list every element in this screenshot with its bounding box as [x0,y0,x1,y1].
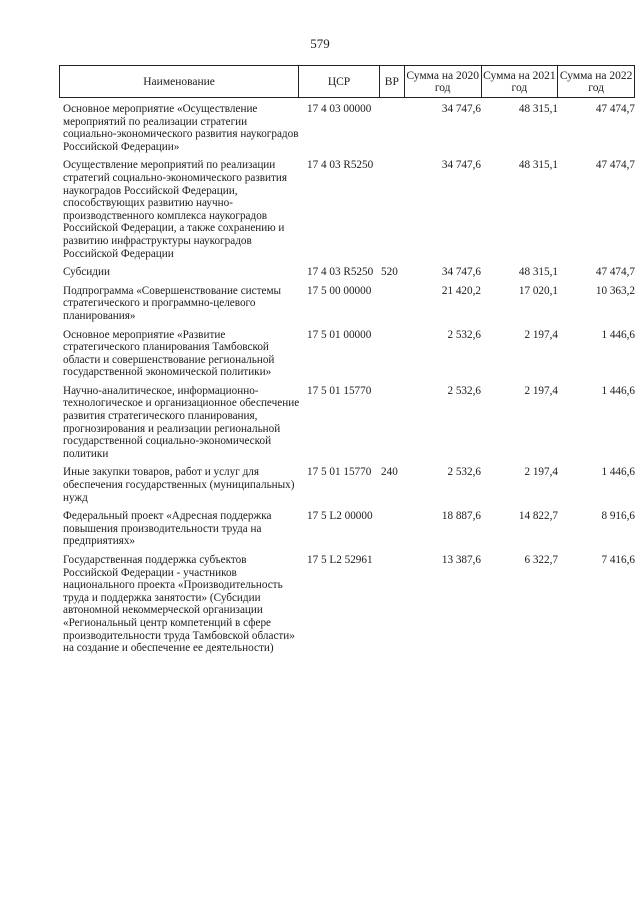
row-name: Научно-аналитическое, информационно-технологическое и организационное обеспечение развития стратегического планирования, прогнозирования и реализации региональной государственной социально-экономической политики [63,384,300,460]
row-csr: 17 5 L2 52961 [307,554,373,566]
header-csr: ЦСР [299,66,380,97]
row-sum-2022: 47 474,7 [595,266,635,279]
row-sum-2020: 21 420,2 [441,284,481,297]
table-row [63,329,635,379]
row-name: Федеральный проект «Адресная поддержка повышения производительности труда на предприятиях» [63,510,272,548]
row-vr: 520 [381,266,398,279]
table-row [63,554,635,655]
row-sum-2021: 2 197,4 [524,328,558,341]
row-name: Основное мероприятие «Осуществление мероприятий по реализации стратегии социально-экономического развития наукоградов Российской Федерации» [63,103,299,153]
row-name: Иные закупки товаров, работ и услуг для обеспечения государственных (муниципальных) нужд [63,466,295,504]
row-vr: 240 [381,466,398,479]
row-vr [381,285,406,323]
row-sum-2020: 2 532,6 [447,328,481,341]
table-row [63,285,635,323]
row-sum-2021: 48 315,1 [518,159,558,172]
row-sum-2020: 34 747,6 [441,266,481,279]
table-row [63,103,635,153]
row-sum-2022: 1 446,6 [601,466,635,479]
row-sum-2022: 8 916,6 [601,510,635,523]
row-vr [381,554,406,655]
row-name: Подпрограмма «Совершенствование системы стратегического и программно-целевого планирования» [63,284,282,322]
row-csr: 17 4 03 R5250 [307,266,374,279]
table-row [63,159,635,260]
header-vr: ВР [380,66,405,97]
row-name: Субсидии [63,266,110,279]
table-body [63,103,635,661]
table-row [63,385,635,461]
row-sum-2021: 14 822,7 [518,510,558,523]
table-row [63,510,635,548]
row-sum-2022: 1 446,6 [601,328,635,341]
row-sum-2022: 10 363,2 [595,284,635,297]
row-sum-2021: 48 315,1 [518,103,558,115]
row-vr [381,385,406,461]
header-sum-2020: Сумма на 2020 год [405,66,482,97]
row-sum-2021: 48 315,1 [518,266,558,279]
row-sum-2021: 2 197,4 [524,466,558,479]
table-row [63,266,635,279]
row-csr: 17 5 00 00000 [307,284,372,297]
row-sum-2022: 47 474,7 [595,159,635,172]
row-sum-2022: 47 474,7 [595,103,635,115]
row-sum-2020: 13 387,6 [441,554,481,566]
row-sum-2021: 6 322,7 [524,554,558,566]
row-csr: 17 5 01 00000 [307,328,372,341]
row-vr [381,103,406,153]
row-name: Государственная поддержка субъектов Российской Федерации - участников национального проекта «Производительность труда и поддержка занятости» (Субсидии автономной некоммерческой организации «Региональный центр компетенций в сфере производительности труда Тамбовской области» на создание и обеспечение ее деятельности) [63,554,295,655]
row-sum-2020: 34 747,6 [441,159,481,172]
row-sum-2020: 2 532,6 [447,466,481,479]
row-csr: 17 4 03 00000 [307,103,372,115]
row-csr: 17 5 01 15770 [307,384,372,397]
table-header [59,65,635,98]
row-vr [381,510,406,548]
row-name: Основное мероприятие «Развитие стратегического планирования Тамбовской области и совершенствование региональной государственной экономической политики» [63,328,275,379]
row-csr: 17 5 01 15770 [307,466,372,479]
row-sum-2020: 2 532,6 [447,384,481,397]
table-row [63,466,635,504]
row-csr: 17 4 03 R5250 [307,159,374,172]
row-sum-2022: 7 416,6 [601,554,635,566]
row-vr [381,159,406,260]
row-sum-2021: 2 197,4 [524,384,558,397]
row-csr: 17 5 L2 00000 [307,510,373,523]
row-sum-2020: 34 747,6 [441,103,481,115]
row-name: Осуществление мероприятий по реализации стратегий социально-экономического развития наукоградов Российской Федерации, способствующих развитию научно-производственного комплекса наукоградов Российской Федерации, а также сохранению и развитию инфраструктуры наукоградов Российской Федерации [63,159,288,260]
row-sum-2022: 1 446,6 [601,384,635,397]
row-sum-2021: 17 020,1 [518,284,558,297]
header-sum-2021: Сумма на 2021 год [482,66,559,97]
page-number: 579 [310,36,330,51]
header-sum-2022: Сумма на 2022 год [559,69,633,94]
row-sum-2020: 18 887,6 [441,510,481,523]
header-name: Наименование [60,66,299,97]
row-vr [381,329,406,379]
